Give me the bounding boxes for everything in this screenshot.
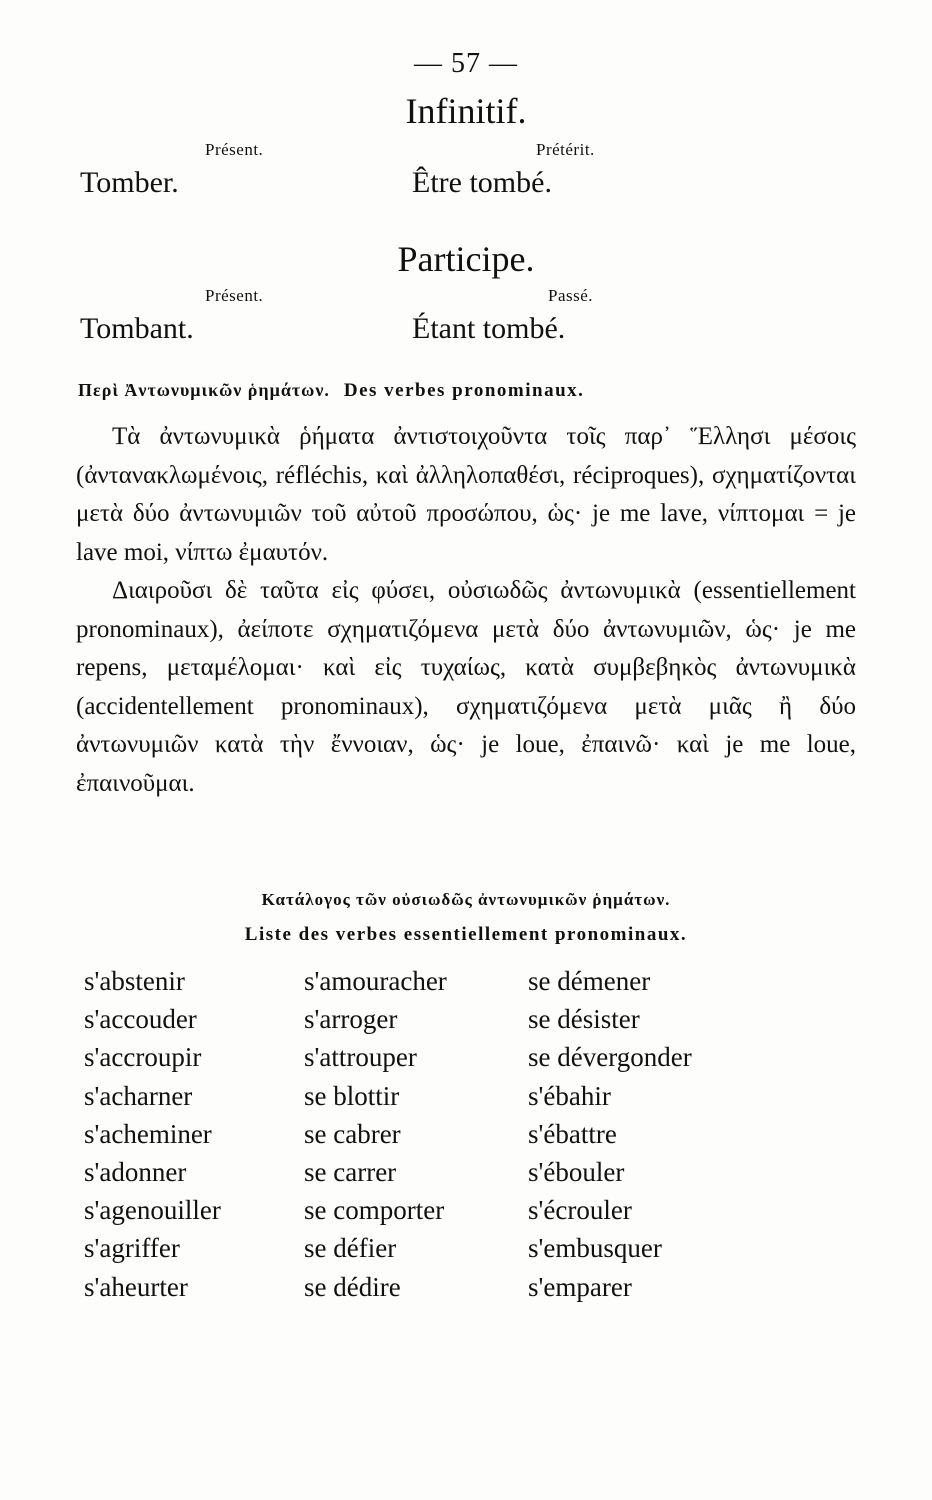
infinitif-preterit-form: Être tombé.	[412, 166, 552, 199]
participe-heading: Participe.	[397, 239, 535, 279]
verb-column-1	[84, 962, 221, 1306]
paragraph-2: Διαιροῦσι δὲ ταῦτα εἰς φύσει, οὐσιωδῶς ἀντωνυμικὰ (essentiellement pronominaux), ἀείποτε σχηματιζόμενα μετὰ δύο ἀντωνυμιῶν, ὡς· je me repens, μεταμέλομαι· καὶ εἰς τυχαίως, κατὰ συμβεβηκὸς ἀντωνυμικὰ (accidentellement pronominaux), σχηματιζόμενα μετὰ μιᾶς ἢ δύο ἀντωνυμιῶν κατὰ τὴν ἔννοιαν, ὡς· je loue, ἐπαινῶ· καὶ je me loue, ἐπαινοῦμαι.	[76, 577, 856, 797]
list-item: s'écrouler	[528, 1195, 632, 1226]
list-item: s'embusquer	[528, 1233, 662, 1264]
list-item: s'ébahir	[528, 1080, 611, 1111]
infinitif-present-form: Tomber.	[80, 166, 179, 199]
list-item: se désister	[528, 1004, 640, 1035]
paragraph-1: Τὰ ἀντωνυμικὰ ῥήματα ἀντιστοιχοῦντα τοῖς παρ᾽ Ἕλλησι μέσοις (ἀντανακλωμένοις, réfléchis, καὶ ἀλληλοπαθέσι, réciproques), σχηματίζονται μετὰ δύο ἀντωνυμιῶν τοῦ αὐτοῦ προσώπου, ὡς· je me lave, νίπτομαι = je lave moi, νίπτω ἐμαυτόν.	[76, 423, 857, 566]
list-item: s'ébattre	[528, 1118, 617, 1149]
participe-passe-label: Passé.	[548, 286, 594, 305]
infinitif-present-label: Présent.	[205, 140, 264, 159]
list-item: s'agenouiller	[84, 1195, 221, 1226]
list-item: se comporter	[304, 1195, 445, 1226]
list-item: s'abstenir	[84, 966, 185, 996]
list-item: s'accroupir	[84, 1042, 202, 1073]
list-item: s'adonner	[84, 1157, 187, 1188]
list-item: se démener	[528, 966, 651, 996]
infinitif-preterit-label: Prétérit.	[536, 140, 595, 159]
list-item: s'aheurter	[84, 1271, 188, 1302]
section-title-greek: Περὶ Ἀντωνυμικῶν ῥημάτων.	[78, 380, 330, 400]
page-number: — 57 —	[414, 48, 518, 79]
participe-passe-form: Étant tombé.	[412, 312, 566, 345]
verb-column-2	[304, 962, 447, 1306]
list-item: s'emparer	[528, 1271, 632, 1302]
list-item: s'accouder	[84, 1004, 197, 1035]
list-item: se cabrer	[304, 1118, 401, 1149]
participe-present-label: Présent.	[205, 286, 264, 305]
body-text	[76, 418, 856, 803]
list-item: se dévergonder	[528, 1042, 692, 1073]
list-item: s'ébouler	[528, 1157, 625, 1188]
section-title	[78, 380, 584, 402]
verb-column-3	[528, 962, 692, 1306]
list-item: s'acharner	[84, 1080, 193, 1111]
list-title-french: Liste des verbes essentiellement pronominaux.	[244, 924, 688, 945]
list-item: s'acheminer	[84, 1118, 212, 1149]
list-item: s'amouracher	[304, 966, 447, 996]
list-item: s'arroger	[304, 1004, 398, 1035]
list-title-greek: Κατάλογος τῶν οὐσιωδῶς ἀντωνυμικῶν ῥημάτων.	[261, 890, 671, 909]
list-item: se dédire	[304, 1271, 401, 1302]
list-item: se blottir	[304, 1080, 400, 1111]
list-item: s'attrouper	[304, 1042, 417, 1073]
list-item: se carrer	[304, 1157, 397, 1188]
section-title-french: Des verbes pronominaux.	[343, 380, 585, 401]
infinitif-heading: Infinitif.	[405, 91, 527, 131]
participe-present-form: Tombant.	[80, 312, 194, 345]
list-item: s'agriffer	[84, 1233, 180, 1264]
list-item: se défier	[304, 1233, 397, 1264]
